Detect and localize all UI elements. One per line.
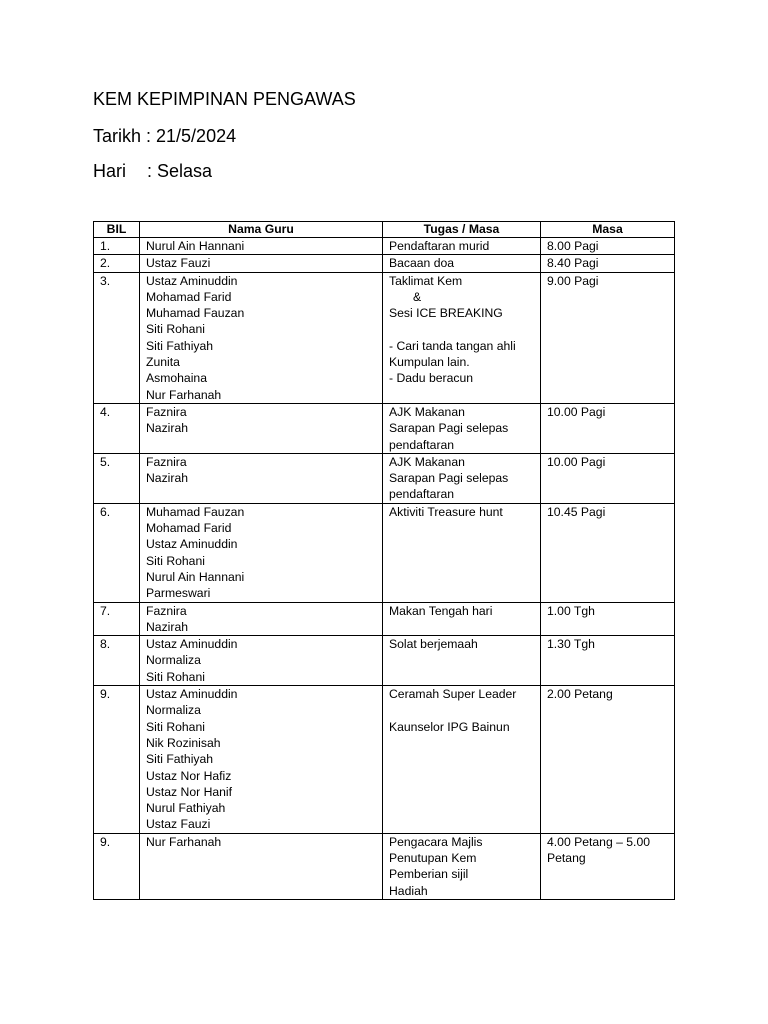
cell-masa — [541, 272, 675, 403]
table-row — [94, 833, 675, 899]
masa-line: 8.00 Pagi — [547, 239, 599, 253]
tugas-line: Sarapan Pagi selepas — [389, 471, 509, 486]
schedule-table — [93, 221, 675, 900]
cell-bil — [94, 272, 140, 403]
cell-tugas — [383, 636, 541, 686]
tugas-line — [389, 321, 534, 337]
table-row — [94, 238, 675, 255]
tugas-line: Penutupan Kem — [389, 850, 477, 865]
guru-line: Nurul Ain Hannani — [146, 569, 245, 584]
bil-text: 8. — [100, 637, 111, 652]
tugas-line: Sarapan Pagi selepas — [389, 421, 509, 436]
cell-masa — [541, 503, 675, 602]
bil-text: 9. — [100, 687, 111, 702]
table-row — [94, 602, 675, 636]
cell-bil — [94, 636, 140, 686]
guru-line: Asmohaina — [146, 371, 207, 386]
masa-line: 10.00 Pagi — [547, 404, 606, 419]
guru-line: Faznira — [146, 603, 187, 618]
tugas-line: Hadiah — [389, 883, 428, 898]
cell-nama-guru — [140, 833, 383, 899]
tugas-line: Pengacara Majlis — [389, 834, 483, 849]
bil-text: 2. — [100, 256, 111, 271]
guru-line: Ustaz Aminuddin — [146, 687, 238, 702]
cell-masa — [541, 686, 675, 834]
guru-line: Ustaz Aminuddin — [146, 637, 238, 652]
table-row — [94, 453, 675, 503]
guru-line: Nurul Fathiyah — [146, 801, 226, 816]
document-day — [93, 161, 212, 182]
bil-text: 5. — [100, 454, 111, 469]
guru-line: Mohamad Farid — [146, 289, 232, 304]
bil-text: 7. — [100, 603, 111, 618]
guru-line: Siti Rohani — [146, 553, 205, 568]
bil-text: 4. — [100, 404, 111, 419]
tugas-line: pendaftaran — [389, 437, 455, 452]
guru-line: Siti Rohani — [146, 322, 205, 337]
bil-text: 1. — [100, 239, 111, 253]
guru-line — [146, 883, 376, 899]
day-label: Hari — [93, 161, 127, 181]
guru-line: Nur Farhanah — [146, 834, 222, 849]
masa-line: 10.45 Pagi — [547, 504, 606, 519]
cell-nama-guru — [140, 503, 383, 602]
cell-nama-guru — [140, 255, 383, 272]
guru-line: Nurul Ain Hannani — [146, 239, 245, 253]
guru-line — [146, 866, 376, 882]
tugas-line: Aktiviti Treasure hunt — [389, 504, 503, 519]
tugas-line: Kaunselor IPG Bainun — [389, 719, 510, 734]
cell-masa — [541, 602, 675, 636]
guru-line: Nur Farhanah — [146, 387, 222, 402]
cell-nama-guru — [140, 272, 383, 403]
guru-line: Nik Rozinisah — [146, 735, 221, 750]
cell-nama-guru — [140, 686, 383, 834]
guru-line: Siti Rohani — [146, 669, 205, 684]
table-row — [94, 636, 675, 686]
day-value: : Selasa — [147, 161, 213, 181]
cell-tugas — [383, 255, 541, 272]
table-row — [94, 255, 675, 272]
cell-tugas — [383, 403, 541, 453]
cell-bil — [94, 503, 140, 602]
guru-line: Muhamad Fauzan — [146, 504, 245, 519]
guru-line: Nazirah — [146, 471, 188, 486]
masa-line: 1.00 Tgh — [547, 603, 595, 618]
tugas-line: Kumpulan lain. — [389, 355, 470, 370]
tugas-line: & — [413, 289, 422, 304]
cell-bil — [94, 602, 140, 636]
masa-line: 2.00 Petang — [547, 687, 613, 702]
cell-tugas — [383, 833, 541, 899]
table-body — [94, 238, 675, 900]
cell-tugas — [383, 602, 541, 636]
guru-line: Siti Fathiyah — [146, 338, 214, 353]
bil-text: 9. — [100, 834, 111, 849]
cell-tugas — [383, 453, 541, 503]
cell-masa — [541, 238, 675, 255]
column-header-masa: Masa — [541, 222, 675, 238]
guru-line: Nazirah — [146, 421, 188, 436]
guru-line: Nazirah — [146, 619, 188, 634]
guru-line — [146, 850, 376, 866]
guru-line: Mohamad Farid — [146, 521, 232, 536]
table-header-row — [94, 222, 675, 238]
guru-line: Ustaz Nor Hanif — [146, 784, 233, 799]
guru-line: Ustaz Nor Hafiz — [146, 768, 232, 783]
guru-line: Ustaz Aminuddin — [146, 273, 238, 288]
guru-line: Zunita — [146, 355, 180, 370]
bil-text: 3. — [100, 273, 111, 288]
column-header-nama-guru: Nama Guru — [140, 222, 383, 238]
cell-masa — [541, 403, 675, 453]
tugas-line: AJK Makanan — [389, 454, 465, 469]
cell-tugas — [383, 272, 541, 403]
cell-bil — [94, 238, 140, 255]
bil-text: 6. — [100, 504, 111, 519]
tugas-line — [389, 702, 534, 718]
tugas-line: Taklimat Kem — [389, 273, 463, 288]
tugas-line: AJK Makanan — [389, 404, 465, 419]
tugas-line: - Cari tanda tangan ahli — [389, 338, 516, 353]
masa-line: 8.40 Pagi — [547, 256, 599, 271]
cell-masa — [541, 453, 675, 503]
guru-line: Ustaz Aminuddin — [146, 537, 238, 552]
cell-masa — [541, 833, 675, 899]
guru-line: Ustaz Fauzi — [146, 256, 211, 271]
guru-line: Muhamad Fauzan — [146, 306, 245, 321]
masa-line: 1.30 Tgh — [547, 637, 595, 652]
tugas-line: - Dadu beracun — [389, 371, 474, 386]
masa-line: 4.00 Petang – 5.00 — [547, 834, 651, 849]
cell-bil — [94, 403, 140, 453]
tugas-line: Ceramah Super Leader — [389, 687, 517, 702]
cell-bil — [94, 453, 140, 503]
column-header-tugas: Tugas / Masa — [383, 222, 541, 238]
table-row — [94, 503, 675, 602]
guru-line: Siti Fathiyah — [146, 752, 214, 767]
guru-line: Normaliza — [146, 653, 201, 668]
cell-nama-guru — [140, 453, 383, 503]
guru-line: Faznira — [146, 454, 187, 469]
document-date: Tarikh : 21/5/2024 — [93, 126, 237, 146]
tugas-line: pendaftaran — [389, 487, 455, 502]
cell-bil — [94, 255, 140, 272]
tugas-line: Bacaan doa — [389, 256, 455, 271]
cell-bil — [94, 833, 140, 899]
tugas-line: Pendaftaran murid — [389, 239, 490, 253]
masa-line: 10.00 Pagi — [547, 454, 606, 469]
masa-line: 9.00 Pagi — [547, 273, 599, 288]
cell-nama-guru — [140, 602, 383, 636]
guru-line: Faznira — [146, 404, 187, 419]
table-row — [94, 686, 675, 834]
guru-line: Siti Rohani — [146, 719, 205, 734]
guru-line: Ustaz Fauzi — [146, 817, 211, 832]
cell-masa — [541, 255, 675, 272]
document-title: KEM KEPIMPINAN PENGAWAS — [93, 89, 356, 109]
cell-nama-guru — [140, 238, 383, 255]
table-row — [94, 272, 675, 403]
cell-nama-guru — [140, 403, 383, 453]
cell-bil — [94, 686, 140, 834]
tugas-line: Pemberian sijil — [389, 867, 469, 882]
guru-line: Normaliza — [146, 703, 201, 718]
cell-tugas — [383, 238, 541, 255]
column-header-bil: BIL — [94, 222, 140, 238]
guru-line: Parmeswari — [146, 586, 211, 601]
cell-tugas — [383, 686, 541, 834]
tugas-line: Sesi ICE BREAKING — [389, 306, 503, 321]
cell-masa — [541, 636, 675, 686]
tugas-line: Solat berjemaah — [389, 637, 478, 652]
masa-line: Petang — [547, 850, 586, 865]
cell-tugas — [383, 503, 541, 602]
tugas-line: Makan Tengah hari — [389, 603, 493, 618]
table-row — [94, 403, 675, 453]
cell-nama-guru — [140, 636, 383, 686]
